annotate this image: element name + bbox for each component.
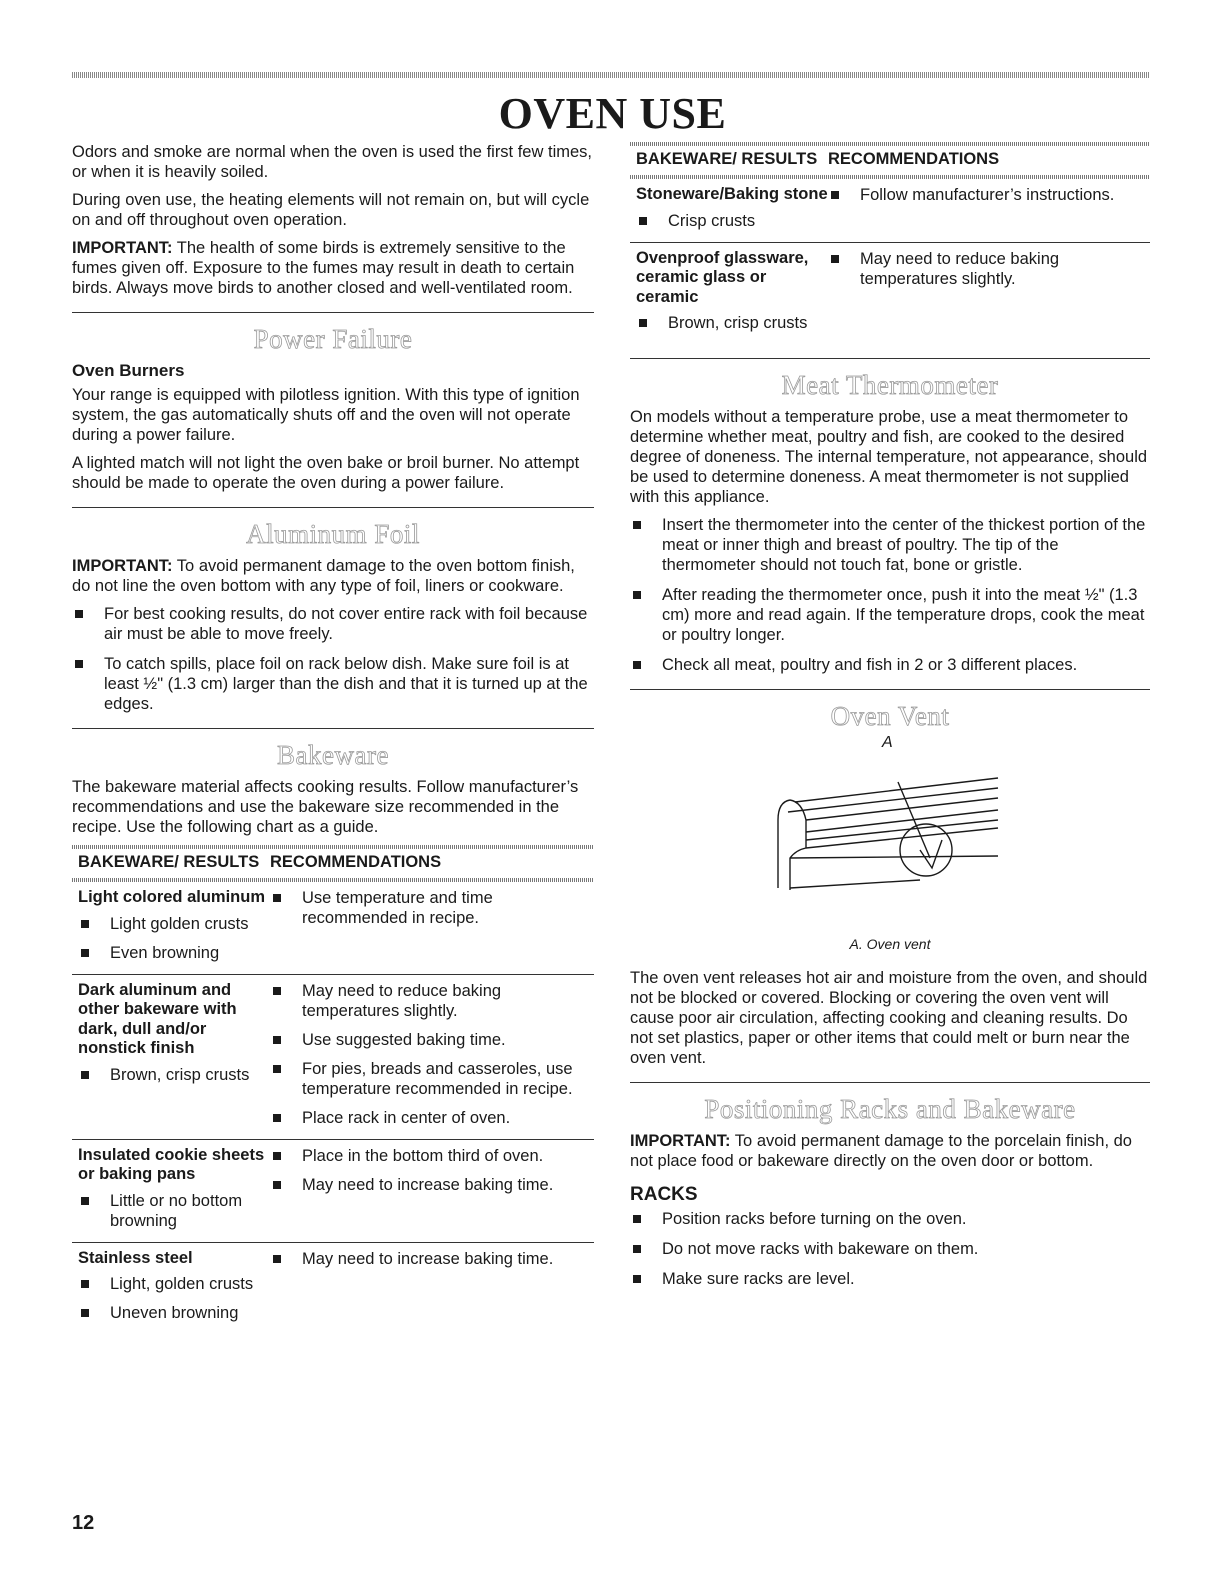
section-title-meat-thermometer: Meat Thermometer	[781, 370, 999, 400]
section-title-bakeware: Bakeware	[277, 740, 389, 770]
table-row	[72, 1139, 594, 1242]
section-title-positioning: Positioning Racks and Bakeware	[704, 1094, 1076, 1124]
important-birds-note	[72, 238, 594, 298]
meat-thermometer-bullets	[630, 515, 1150, 675]
list-item: Follow manufacturer’s instructions.	[828, 185, 1150, 205]
material-name: Ovenproof glassware, ceramic glass or ceramic	[636, 248, 809, 306]
important-text: To avoid permanent damage to the oven bottom finish, do not line the oven bottom with any type of foil, liners or cookware.	[72, 557, 575, 595]
list-item: For best cooking results, do not cover entire rack with foil because air must be able to move freely.	[72, 604, 594, 644]
section-rule	[630, 689, 1150, 690]
positioning-important-note	[630, 1131, 1150, 1171]
racks-bullets	[630, 1209, 1150, 1289]
important-label: IMPORTANT:	[72, 239, 173, 257]
page-title: OVEN USE	[498, 89, 727, 138]
left-column	[72, 142, 594, 1334]
subheading-oven-burners: Oven Burners	[72, 361, 185, 380]
list-item: Use temperature and time recommended in recipe.	[270, 888, 594, 928]
list-item: Brown, crisp crusts	[78, 1065, 270, 1085]
list-item: Use suggested baking time.	[270, 1030, 594, 1050]
foil-important-note	[72, 556, 594, 596]
table-header	[630, 146, 1150, 175]
top-dotted-rule	[72, 72, 1150, 78]
important-label: IMPORTANT:	[72, 557, 173, 575]
figure-label-a: A	[882, 734, 893, 751]
intro-paragraph-2: During oven use, the heating elements will not remain on, but will cycle on and off throughout oven operation.	[72, 191, 590, 229]
table-row	[72, 974, 594, 1139]
subheading-racks: RACKS	[630, 1184, 698, 1205]
list-item: For pies, breads and casseroles, use temperature recommended in recipe.	[270, 1059, 594, 1099]
table-header	[72, 849, 594, 878]
table-row	[630, 179, 1150, 242]
section-rule	[630, 1082, 1150, 1083]
oven-vent-figure	[630, 734, 1150, 930]
list-item: May need to reduce baking temperatures slightly.	[270, 981, 594, 1021]
header-bakeware-results: BAKEWARE/ RESULTS	[636, 150, 818, 168]
list-item: Insert the thermometer into the center of the thickest portion of the meat or inner thigh and breast of poultry. The tip of the thermometer should not touch fat, bone or gristle.	[630, 515, 1150, 575]
list-item: Light, golden crusts	[78, 1274, 270, 1294]
header-bakeware-results: BAKEWARE/ RESULTS	[78, 853, 260, 871]
list-item: May need to increase baking time.	[270, 1175, 594, 1195]
section-title-aluminum-foil: Aluminum Foil	[246, 519, 420, 549]
header-recommendations: RECOMMENDATIONS	[828, 150, 1000, 168]
section-rule	[72, 507, 594, 508]
list-item: Make sure racks are level.	[630, 1269, 1150, 1289]
header-recommendations: RECOMMENDATIONS	[270, 853, 442, 871]
list-item: Brown, crisp crusts	[636, 313, 828, 333]
bakeware-table-continued	[630, 142, 1150, 344]
important-text: To avoid permanent damage to the porcelain finish, do not place food or bakeware directly on the oven door or bottom.	[630, 1132, 1132, 1170]
list-item: Place rack in center of oven.	[270, 1108, 594, 1128]
material-name: Light colored aluminum	[78, 888, 266, 906]
material-name: Insulated cookie sheets or baking pans	[78, 1145, 265, 1183]
list-item: Little or no bottom browning	[78, 1191, 270, 1231]
list-item: May need to reduce baking temperatures slightly.	[828, 249, 1150, 289]
figure-caption: A. Oven vent	[849, 936, 931, 952]
meat-thermometer-intro: On models without a temperature probe, use a meat thermometer to determine whether meat, poultry and fish, are cooked to the desired degree of doneness. The internal temperature, not appearance, should be used to determine doneness. A meat thermometer is not supplied with this appliance.	[630, 408, 1148, 506]
section-rule	[72, 728, 594, 729]
section-title-power-failure: Power Failure	[253, 324, 413, 354]
oven-vent-illustration	[630, 740, 1150, 930]
power-failure-paragraph-1: Your range is equipped with pilotless ignition. With this type of ignition system, the gas automatically shuts off and the oven will not operate during a power failure.	[72, 386, 580, 444]
list-item: After reading the thermometer once, push it into the meat ½" (1.3 cm) more and read again. If the temperature drops, cook the meat or poultry longer.	[630, 585, 1150, 645]
list-item: Do not move racks with bakeware on them.	[630, 1239, 1150, 1259]
section-title-oven-vent: Oven Vent	[830, 701, 950, 731]
table-row	[630, 242, 1150, 345]
power-failure-paragraph-2: A lighted match will not light the oven bake or broil burner. No attempt should be made to operate the oven during a power failure.	[72, 454, 580, 492]
intro-paragraph-1: Odors and smoke are normal when the oven is used the first few times, or when it is heavily soiled.	[72, 143, 592, 181]
section-rule	[630, 358, 1150, 359]
important-label: IMPORTANT:	[630, 1132, 731, 1150]
material-name: Stainless steel	[78, 1248, 193, 1267]
list-item: Light golden crusts	[78, 914, 270, 934]
list-item: Place in the bottom third of oven.	[270, 1146, 594, 1166]
table-row	[72, 1242, 594, 1335]
material-name: Stoneware/Baking stone	[636, 185, 828, 203]
list-item: To catch spills, place foil on rack below dish. Make sure foil is at least ½" (1.3 cm) larger than the dish and that it is turned up at the edges.	[72, 654, 594, 714]
right-column	[630, 142, 1150, 1299]
section-rule	[72, 312, 594, 313]
page-number: 12	[72, 1512, 95, 1534]
bakeware-table	[72, 845, 594, 1334]
bakeware-intro: The bakeware material affects cooking results. Follow manufacturer’s recommendations and use the bakeware size recommended in the recipe. Use the following chart as a guide.	[72, 778, 579, 836]
list-item: Uneven browning	[78, 1303, 270, 1323]
important-text: The health of some birds is extremely sensitive to the fumes given off. Exposure to the fumes may result in death to certain birds. Always move birds to another closed and well-ventilated room.	[72, 239, 575, 297]
list-item: Position racks before turning on the oven.	[630, 1209, 1150, 1229]
table-row	[72, 882, 594, 974]
list-item: Even browning	[78, 943, 270, 963]
oven-vent-text: The oven vent releases hot air and moisture from the oven, and should not be blocked or covered. Blocking or covering the oven vent will cause poor air circulation, affecting cooking and cleaning results. Do not set plastics, paper or other items that could melt or burn near the oven vent.	[630, 969, 1148, 1067]
list-item: Crisp crusts	[636, 211, 828, 231]
list-item: May need to increase baking time.	[270, 1249, 594, 1269]
list-item: Check all meat, poultry and fish in 2 or 3 different places.	[630, 655, 1150, 675]
material-name: Dark aluminum and other bakeware with dark, dull and/or nonstick finish	[78, 980, 237, 1057]
foil-bullet-list	[72, 604, 594, 714]
